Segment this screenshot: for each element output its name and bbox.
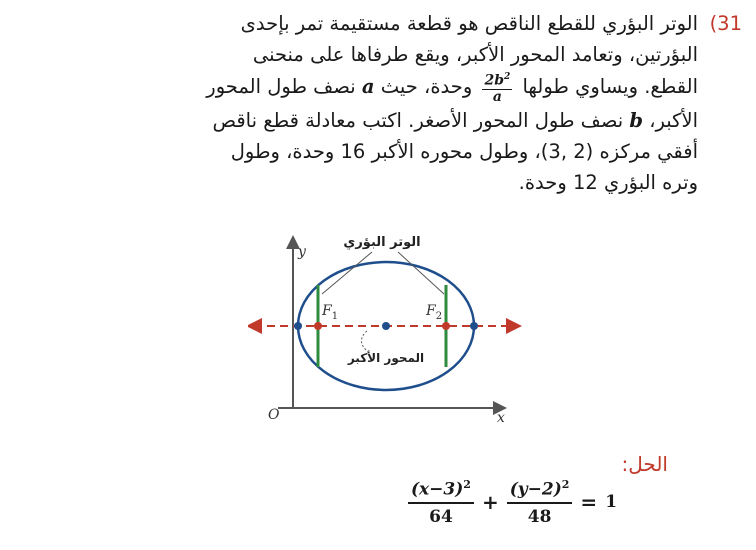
focal-chord-pointer-left bbox=[322, 252, 372, 294]
ellipse-equation bbox=[408, 478, 617, 527]
term-y-numerator: (y−2) bbox=[509, 479, 562, 500]
focus-2-dot bbox=[442, 322, 450, 330]
problem-line-3c: نصف طول المحور bbox=[206, 74, 356, 98]
variable-a: a bbox=[361, 74, 375, 98]
fraction-denominator: a bbox=[492, 88, 502, 105]
problem-line-4 bbox=[98, 105, 698, 136]
problem-line-3 bbox=[98, 70, 698, 105]
origin-label: O bbox=[268, 407, 280, 423]
term-x-exponent: 2 bbox=[463, 478, 471, 491]
major-axis-label: المحور الأكبر bbox=[347, 351, 425, 365]
fraction-exponent: 2 bbox=[504, 72, 511, 82]
problem-line-5: أفقي مركزه (2 ,3)، وطول محوره الأكبر 16 وحدة، وطول bbox=[230, 139, 698, 163]
vertex-right bbox=[470, 322, 478, 330]
latus-rectum-fraction bbox=[482, 70, 512, 105]
center-dot bbox=[382, 322, 390, 330]
equation-term-x bbox=[408, 478, 474, 527]
equals-sign: = bbox=[580, 490, 598, 515]
y-axis-label: y bbox=[298, 244, 306, 260]
fraction-numerator: 2b bbox=[484, 72, 504, 89]
ellipse-diagram bbox=[248, 228, 526, 433]
equation-rhs: 1 bbox=[605, 492, 618, 513]
major-axis-pointer bbox=[361, 330, 368, 350]
x-axis-label: x bbox=[497, 410, 505, 426]
problem-line-6: وتره البؤري 12 وحدة. bbox=[518, 170, 698, 194]
problem-line-2: البؤرتين، وتعامد المحور الأكبر، ويقع طرفاها على منحنى bbox=[252, 43, 698, 66]
problem-line-1: الوتر البؤري للقطع الناقص هو قطعة مستقيمة تمر بإحدى bbox=[240, 12, 698, 35]
problem-line-4a: الأكبر، bbox=[649, 108, 698, 132]
problem-line-3a: القطع. ويساوي طولها bbox=[522, 74, 698, 98]
term-x-numerator: (x−3) bbox=[411, 479, 464, 500]
problem-text bbox=[98, 8, 698, 198]
equation-term-y bbox=[507, 478, 573, 527]
term-y-exponent: 2 bbox=[561, 478, 570, 491]
focal-chord-label: الوتر البؤري bbox=[343, 235, 421, 250]
term-y-denominator: 48 bbox=[527, 506, 552, 527]
focus-1-label: $F_1$ bbox=[322, 303, 339, 322]
problem-line-4b: نصف طول المحور الأصغر. اكتب معادلة قطع ناقص bbox=[212, 108, 624, 132]
problem-line-3b: وحدة، حيث bbox=[380, 74, 473, 98]
focus-1-dot bbox=[314, 322, 322, 330]
vertex-left bbox=[294, 322, 302, 330]
question-number: (31 bbox=[709, 12, 742, 35]
variable-b: b bbox=[629, 108, 644, 132]
solution-label: الحل: bbox=[621, 452, 668, 476]
plus-sign: + bbox=[481, 490, 499, 515]
focus-2-label: $F_2$ bbox=[426, 303, 443, 322]
term-x-denominator: 64 bbox=[429, 506, 453, 527]
